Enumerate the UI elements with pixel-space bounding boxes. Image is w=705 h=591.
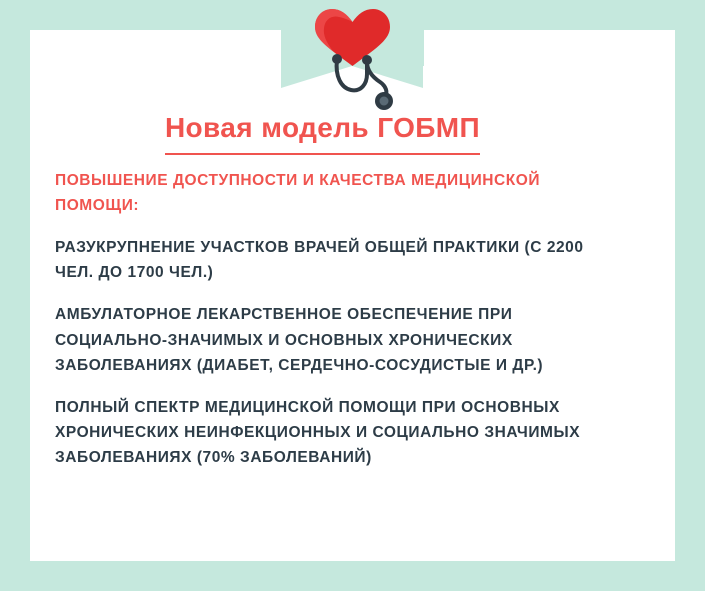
page-title-text: Новая модель ГОБМП <box>165 113 480 155</box>
paragraph-1: РАЗУКРУПНЕНИЕ УЧАСТКОВ ВРАЧЕЙ ОБЩЕЙ ПРАКТИКИ (С 2200 ЧЕЛ. ДО 1700 ЧЕЛ.) <box>55 239 584 282</box>
paragraph-3: ПОЛНЫЙ СПЕКТР МЕДИЦИНСКОЙ ПОМОЩИ ПРИ ОСНОВНЫХ ХРОНИЧЕСКИХ НЕИНФЕКЦИОННЫХ И СОЦИАЛЬНО ЗНАЧИМЫХ ЗАБОЛЕВАНИЯХ (70% ЗАБОЛЕВАНИЙ) <box>55 398 581 466</box>
paragraph-2: АМБУЛАТОРНОЕ ЛЕКАРСТВЕННОЕ ОБЕСПЕЧЕНИЕ ПРИ СОЦИАЛЬНО-ЗНАЧИМЫХ И ОСНОВНЫХ ХРОНИЧЕСКИХ ЗАБОЛЕВАНИЯХ (ДИАБЕТ, СЕРДЕЧНО-СОСУДИСТЫЕ И ДР.) <box>55 306 544 374</box>
heart-with-stethoscope-icon <box>281 2 424 117</box>
body-text <box>55 168 615 470</box>
page-title <box>0 113 645 155</box>
paragraph-heading: ПОВЫШЕНИЕ ДОСТУПНОСТИ И КАЧЕСТВА МЕДИЦИНСКОЙ ПОМОЩИ: <box>55 172 541 215</box>
